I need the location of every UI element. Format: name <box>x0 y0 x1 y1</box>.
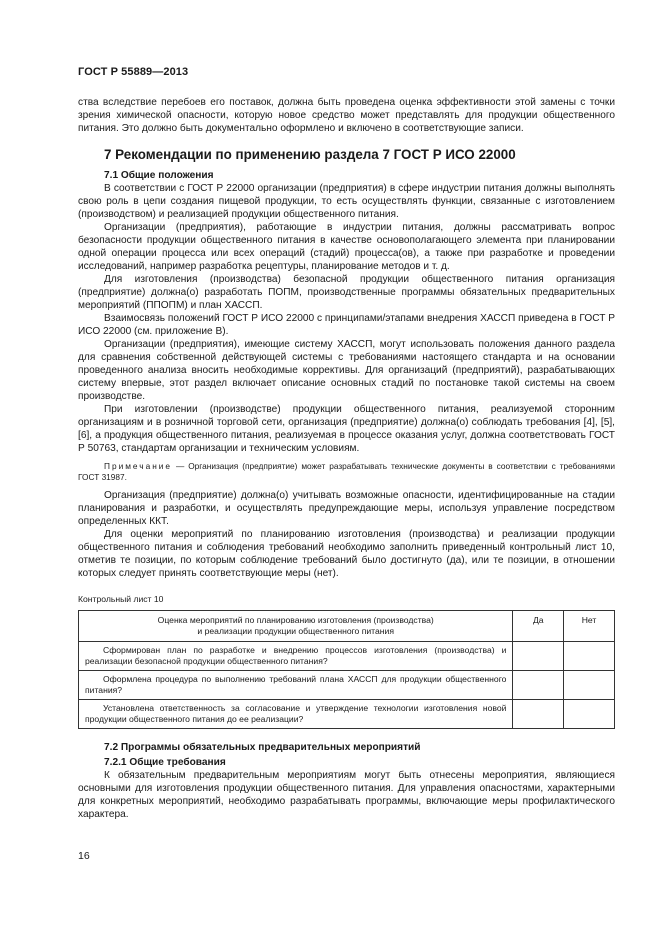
table-row <box>79 642 615 671</box>
paragraph: При изготовлении (производстве) продукции общественного питания, реализуемой сторонним организациям и в розничной торговой сети, организация (предприятие) должна(о) соблюдать требования [4], [5], [6], а продукция общественного питания, реализуемая в процессе оказания услуг, должна соответствовать ГОСТ Р 50763, стандартам организации и техническим условиям. <box>78 404 615 454</box>
answer-yes-cell[interactable] <box>513 671 564 700</box>
paragraph: В соответствии с ГОСТ Р 22000 организации (предприятия) в сфере индустрии питания должны выполнять свою роль в цепи создания пищевой продукции, то есть осуществлять функции, связанные с изготовлением (производством) и реализацией продукции общественного питания. <box>78 183 615 220</box>
paragraph: Для оценки мероприятий по планированию изготовления (производства) и реализации продукции общественного питания и соблюдения требований необходимо заполнить приведенный контрольный лист 10, отметив те позиции, по которым соблюдение требований было достигнуто (да), или те позиции, в отношении которых следует принять соответствующие меры (нет). <box>78 529 615 579</box>
answer-no-cell[interactable] <box>564 642 615 671</box>
header-line: Оценка мероприятий по планированию изготовления (производства) <box>157 615 434 625</box>
answer-yes-cell[interactable] <box>513 700 564 729</box>
question-cell: Сформирован план по разработке и внедрению процессов изготовления (производства) и реализации безопасной продукции общественного питания? <box>79 642 513 671</box>
table-header-row <box>79 611 615 642</box>
subsection-7-1-heading: 7.1 Общие положения <box>104 170 214 181</box>
paragraph: К обязательным предварительным мероприятиям могут быть отнесены мероприятия, являющиеся основными для изготовления продукции общественного питания. Для управления опасностями, характерными для конкретных мероприятий, необходимо разрабатывать программы, включающие меры профилактического характера. <box>78 770 615 820</box>
note-label: Примечание <box>104 461 173 471</box>
paragraph: Взаимосвязь положений ГОСТ Р ИСО 22000 с принципами/этапами внедрения ХАССП приведена в ГОСТ Р ИСО 22000 (см. приложение В). <box>78 313 615 337</box>
subsection-7-2-heading: 7.2 Программы обязательных предварительных мероприятий <box>104 742 421 753</box>
answer-no-cell[interactable] <box>564 671 615 700</box>
header-cell-yes: Да <box>513 611 564 642</box>
note <box>78 461 615 483</box>
header-cell-assessment <box>79 611 513 642</box>
paragraph: Организации (предприятия), работающие в индустрии питания, должны рассматривать вопрос безопасности продукции общественного питания в качестве основополагающего элемента при планировании одной операции процесса или всех операций (стадий) процесса(ов), а также при разработке и проведении исследований, например разработка рецептуры, планирование методов и т. д. <box>78 222 615 272</box>
answer-yes-cell[interactable] <box>513 642 564 671</box>
question-cell: Оформлена процедура по выполнению требований плана ХАССП для продукции общественного питания? <box>79 671 513 700</box>
page-number: 16 <box>78 850 90 862</box>
answer-no-cell[interactable] <box>564 700 615 729</box>
page-body <box>78 96 615 821</box>
subsection-7-2-1-heading: 7.2.1 Общие требования <box>104 757 226 768</box>
note-text: — Организация (предприятие) может разрабатывать технические документы в соответствии с требованиями ГОСТ 31987. <box>78 461 615 482</box>
question-cell: Установлена ответственность за согласование и утверждение технологии изготовления новой продукции общественного питания до ее реализации? <box>79 700 513 729</box>
paragraph: Для изготовления (производства) безопасной продукции общественного питания организация (предприятие) должна(о) разработать ПОПМ, производственные программы обязательных предварительных мероприятий (ППОПМ) и план ХАССП. <box>78 274 615 311</box>
paragraph: Организации (предприятия), имеющие систему ХАССП, могут использовать положения данного раздела для сравнения собственной действующей системы с требованиями настоящего стандарта и на основании проведенного анализа вносить необходимые коррективы. Для организаций (предприятий), разрабатывающих систему впервые, этот раздел включает описание основных стадий по постановке такой системы на своем производстве. <box>78 339 615 402</box>
header-line: и реализации продукции общественного питания <box>197 626 394 636</box>
section-7-heading: 7 Рекомендации по применению раздела 7 ГОСТ Р ИСО 22000 <box>104 147 516 162</box>
table-row <box>79 671 615 700</box>
checklist-caption: Контрольный лист 10 <box>78 594 164 604</box>
checklist-table <box>78 610 615 729</box>
intro-paragraph: ства вследствие перебоев его поставок, должна быть проведена оценка эффективности этой замены с точки зрения химической опасности, которую новое средство может представлять для продукции общественного питания. Это должно быть документально оформлено и включено в соответствующие записи. <box>78 97 615 134</box>
paragraph: Организация (предприятие) должна(о) учитывать возможные опасности, идентифицированные на стадии планирования и разработки, и осуществлять предупреждающие меры, используя управление посредством определенных ККТ. <box>78 490 615 527</box>
header-cell-no: Нет <box>564 611 615 642</box>
table-row <box>79 700 615 729</box>
running-header: ГОСТ Р 55889—2013 <box>78 66 189 78</box>
